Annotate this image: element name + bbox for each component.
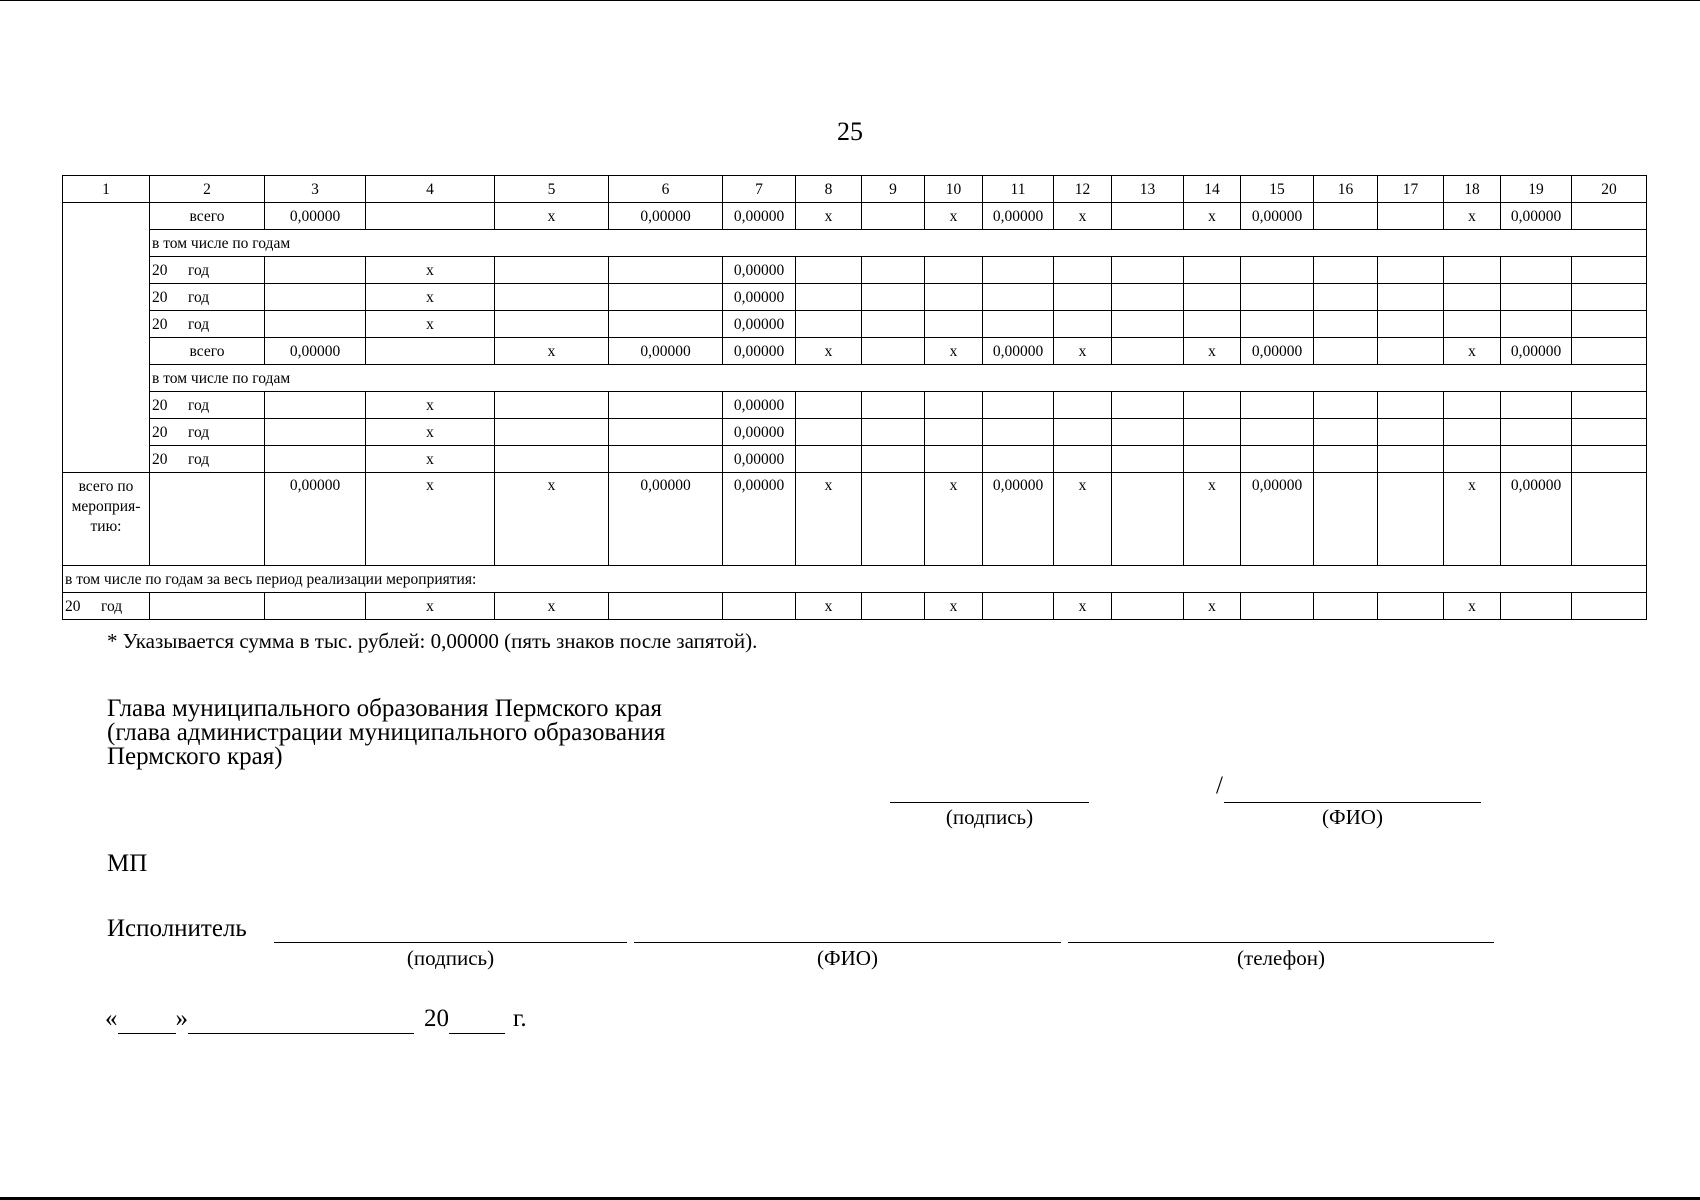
cell-empty — [1112, 392, 1184, 419]
cell-empty — [862, 392, 925, 419]
cell-value: 0,00000 — [609, 473, 723, 566]
col-header: 14 — [1184, 176, 1241, 203]
cell-empty — [1378, 203, 1444, 230]
cell-empty — [265, 284, 366, 311]
year-row — [63, 311, 1647, 338]
cell-empty — [1501, 311, 1572, 338]
cell-empty — [1378, 593, 1444, 620]
cell-empty — [1314, 338, 1378, 365]
executor-label: Исполнитель — [107, 915, 247, 942]
month-blank — [188, 1005, 414, 1034]
cell-empty — [150, 473, 265, 566]
cell-empty — [609, 284, 723, 311]
cell-x: x — [366, 257, 495, 284]
cell-empty — [609, 392, 723, 419]
cell-empty — [1572, 593, 1647, 620]
year-cell — [150, 311, 265, 338]
cell-x: x — [495, 593, 609, 620]
cell-empty — [862, 284, 925, 311]
period-note: в том числе по годам за весь период реализации мероприятия: — [63, 566, 1647, 593]
cell-empty — [1378, 338, 1444, 365]
footnote: * Указывается сумма в тыс. рублей: 0,00000 (пять знаков после запятой). — [107, 629, 758, 653]
cell-empty — [1501, 284, 1572, 311]
year-cell — [150, 257, 265, 284]
cell-empty — [1444, 446, 1501, 473]
cell-value: 0,00000 — [723, 446, 796, 473]
cell-empty — [495, 284, 609, 311]
head-title — [107, 697, 867, 769]
cell-empty — [366, 203, 495, 230]
fio-slash: / — [1216, 772, 1223, 799]
cell-empty — [609, 257, 723, 284]
cell-empty — [796, 257, 862, 284]
cell-empty — [1501, 392, 1572, 419]
cell-empty — [983, 419, 1054, 446]
cell-empty — [862, 593, 925, 620]
cell-empty — [1112, 284, 1184, 311]
cell-empty — [1241, 392, 1314, 419]
cell-empty — [265, 311, 366, 338]
cell-empty — [983, 257, 1054, 284]
cell-empty — [983, 446, 1054, 473]
merged-cell — [63, 203, 150, 473]
cell-empty — [1378, 392, 1444, 419]
cell-empty — [609, 419, 723, 446]
executor-fio-line — [634, 942, 1061, 943]
cell-empty — [1184, 257, 1241, 284]
year-word: год — [188, 288, 210, 306]
year-prefix: 20 — [152, 423, 168, 441]
cell-empty — [495, 446, 609, 473]
cell-empty — [796, 311, 862, 338]
cell-value: 0,00000 — [609, 203, 723, 230]
cell-empty — [265, 446, 366, 473]
cell-value: 0,00000 — [983, 473, 1054, 566]
cell-x: x — [495, 338, 609, 365]
cell-empty — [1314, 593, 1378, 620]
cell-empty — [925, 284, 983, 311]
cell-x: x — [366, 593, 495, 620]
cell-empty — [1378, 446, 1444, 473]
cell-empty — [1572, 284, 1647, 311]
cell-x: x — [925, 338, 983, 365]
cell-value: 0,00000 — [1241, 338, 1314, 365]
date-open-quote: « — [105, 1005, 118, 1032]
cell-empty — [862, 446, 925, 473]
by-years-row — [63, 365, 1647, 392]
year-word: год — [101, 597, 123, 615]
col-header: 17 — [1378, 176, 1444, 203]
date-close-quote: » — [175, 1005, 188, 1032]
year-suffix: г. — [513, 1005, 527, 1032]
cell-empty — [1184, 446, 1241, 473]
cell-empty — [1054, 311, 1112, 338]
head-line: (глава администрации муниципального образования — [107, 719, 666, 746]
cell-empty — [1112, 473, 1184, 566]
cell-empty — [796, 446, 862, 473]
col-header: 8 — [796, 176, 862, 203]
cell-empty — [1112, 419, 1184, 446]
col-header: 13 — [1112, 176, 1184, 203]
cell-x: x — [1444, 593, 1501, 620]
cell-empty — [1112, 446, 1184, 473]
cell-empty — [723, 593, 796, 620]
cell-empty — [1314, 392, 1378, 419]
total-label: всего — [150, 338, 265, 365]
cell-empty — [1378, 257, 1444, 284]
cell-empty — [1054, 257, 1112, 284]
stamp-label: МП — [107, 850, 148, 877]
cell-empty — [495, 257, 609, 284]
cell-empty — [1572, 203, 1647, 230]
cell-empty — [1314, 257, 1378, 284]
col-header: 18 — [1444, 176, 1501, 203]
total-label: всего — [150, 203, 265, 230]
cell-x: x — [796, 338, 862, 365]
by-years-label: в том числе по годам — [150, 230, 1647, 257]
cell-empty — [265, 392, 366, 419]
cell-empty — [1241, 284, 1314, 311]
executor-signature-line — [274, 942, 627, 943]
executor-signature-caption: (подпись) — [406, 946, 495, 970]
cell-empty — [1378, 311, 1444, 338]
cell-empty — [1241, 593, 1314, 620]
cell-empty — [265, 593, 366, 620]
col-header: 9 — [862, 176, 925, 203]
cell-empty — [609, 311, 723, 338]
col-header: 7 — [723, 176, 796, 203]
year-word: год — [188, 396, 210, 414]
cell-empty — [1054, 284, 1112, 311]
cell-value: 0,00000 — [723, 257, 796, 284]
year-word: год — [188, 261, 210, 279]
cell-empty — [1378, 419, 1444, 446]
day-blank — [118, 1005, 176, 1034]
col-header: 4 — [366, 176, 495, 203]
cell-empty — [1572, 392, 1647, 419]
cell-x: x — [1444, 203, 1501, 230]
cell-empty — [1314, 419, 1378, 446]
cell-empty — [925, 392, 983, 419]
cell-x: x — [366, 284, 495, 311]
cell-empty — [1444, 419, 1501, 446]
year-prefix: 20 — [152, 288, 168, 306]
year-cell — [150, 284, 265, 311]
total-row — [63, 338, 1647, 365]
period-note-row — [63, 566, 1647, 593]
cell-empty — [1241, 257, 1314, 284]
year-word: год — [188, 315, 210, 333]
cell-x: x — [1184, 203, 1241, 230]
cell-x: x — [366, 446, 495, 473]
col-header: 2 — [150, 176, 265, 203]
cell-empty — [983, 311, 1054, 338]
cell-value: 0,00000 — [723, 311, 796, 338]
cell-empty — [925, 419, 983, 446]
cell-empty — [150, 593, 265, 620]
cell-x: x — [366, 419, 495, 446]
cell-empty — [1501, 593, 1572, 620]
col-header: 3 — [265, 176, 366, 203]
cell-value: 0,00000 — [265, 203, 366, 230]
year-cell — [150, 446, 265, 473]
year-word: год — [188, 450, 210, 468]
cell-empty — [862, 203, 925, 230]
cell-empty — [796, 284, 862, 311]
cell-empty — [796, 392, 862, 419]
head-line: Пермского края) — [107, 743, 283, 770]
cell-x: x — [495, 473, 609, 566]
cell-empty — [1112, 257, 1184, 284]
cell-empty — [1314, 284, 1378, 311]
measure-total-label: всего по мероприя-тию: — [63, 473, 150, 566]
cell-empty — [1444, 257, 1501, 284]
cell-empty — [366, 338, 495, 365]
head-line: Глава муниципального образования Пермского края — [107, 695, 662, 722]
cell-empty — [983, 284, 1054, 311]
cell-empty — [1184, 311, 1241, 338]
cell-value: 0,00000 — [723, 419, 796, 446]
cell-empty — [1572, 419, 1647, 446]
cell-x: x — [1184, 593, 1241, 620]
measure-total-row — [63, 473, 1647, 566]
executor-phone-line — [1068, 942, 1494, 943]
page-number: 25 — [837, 117, 863, 146]
cell-empty — [796, 419, 862, 446]
budget-table — [62, 175, 1647, 620]
cell-empty — [1054, 419, 1112, 446]
cell-empty — [495, 311, 609, 338]
cell-empty — [1054, 446, 1112, 473]
year-cell — [150, 392, 265, 419]
executor-fio-caption: (ФИО) — [817, 946, 878, 970]
cell-x: x — [366, 392, 495, 419]
cell-value: 0,00000 — [1501, 473, 1572, 566]
cell-x: x — [796, 203, 862, 230]
cell-empty — [265, 419, 366, 446]
cell-empty — [1054, 392, 1112, 419]
cell-value: 0,00000 — [609, 338, 723, 365]
cell-empty — [1572, 338, 1647, 365]
year-row — [63, 392, 1647, 419]
col-header: 6 — [609, 176, 723, 203]
year-prefix: 20 — [424, 1005, 449, 1032]
year-prefix: 20 — [65, 597, 81, 615]
cell-value: 0,00000 — [1241, 203, 1314, 230]
cell-value: 0,00000 — [265, 338, 366, 365]
col-header: 20 — [1572, 176, 1647, 203]
year-prefix: 20 — [152, 315, 168, 333]
page-border-top — [0, 0, 1700, 1]
cell-empty — [1112, 338, 1184, 365]
year-row — [63, 419, 1647, 446]
cell-value: 0,00000 — [983, 203, 1054, 230]
cell-value: 0,00000 — [265, 473, 366, 566]
cell-x: x — [796, 593, 862, 620]
cell-empty — [1572, 311, 1647, 338]
cell-x: x — [1054, 338, 1112, 365]
year-row — [63, 257, 1647, 284]
cell-empty — [862, 473, 925, 566]
cell-empty — [1501, 419, 1572, 446]
cell-x: x — [796, 473, 862, 566]
cell-empty — [862, 419, 925, 446]
cell-empty — [495, 419, 609, 446]
cell-x: x — [1444, 473, 1501, 566]
cell-empty — [1112, 593, 1184, 620]
cell-value: 0,00000 — [723, 338, 796, 365]
cell-x: x — [1184, 338, 1241, 365]
cell-x: x — [925, 203, 983, 230]
col-header: 10 — [925, 176, 983, 203]
head-signature-line — [890, 802, 1089, 803]
cell-x: x — [1054, 203, 1112, 230]
year-prefix: 20 — [152, 450, 168, 468]
cell-empty — [925, 311, 983, 338]
cell-empty — [1378, 473, 1444, 566]
cell-empty — [1501, 257, 1572, 284]
cell-x: x — [1054, 593, 1112, 620]
executor-phone-caption: (телефон) — [1237, 946, 1325, 970]
cell-empty — [1314, 446, 1378, 473]
cell-empty — [1444, 284, 1501, 311]
col-header: 1 — [63, 176, 150, 203]
cell-empty — [1241, 419, 1314, 446]
cell-value: 0,00000 — [1241, 473, 1314, 566]
cell-x: x — [1184, 473, 1241, 566]
year-prefix: 20 — [152, 261, 168, 279]
cell-empty — [862, 311, 925, 338]
cell-empty — [925, 257, 983, 284]
col-header: 12 — [1054, 176, 1112, 203]
col-header: 19 — [1501, 176, 1572, 203]
total-row — [63, 203, 1647, 230]
cell-empty — [1314, 203, 1378, 230]
cell-empty — [1112, 311, 1184, 338]
cell-empty — [1314, 311, 1378, 338]
head-fio-line — [1224, 802, 1481, 803]
cell-empty — [1572, 473, 1647, 566]
cell-empty — [1184, 392, 1241, 419]
col-header: 11 — [983, 176, 1054, 203]
head-fio-caption: (ФИО) — [1322, 805, 1383, 829]
cell-x: x — [925, 473, 983, 566]
final-year-row — [63, 593, 1647, 620]
by-years-row — [63, 230, 1647, 257]
cell-x: x — [1054, 473, 1112, 566]
cell-empty — [862, 338, 925, 365]
year-row — [63, 446, 1647, 473]
cell-value: 0,00000 — [723, 284, 796, 311]
col-header: 15 — [1241, 176, 1314, 203]
cell-empty — [1444, 311, 1501, 338]
cell-empty — [1444, 392, 1501, 419]
cell-value: 0,00000 — [723, 392, 796, 419]
cell-empty — [925, 446, 983, 473]
cell-empty — [1501, 446, 1572, 473]
cell-empty — [1378, 284, 1444, 311]
header-row — [63, 176, 1647, 203]
cell-value: 0,00000 — [723, 203, 796, 230]
cell-empty — [1112, 203, 1184, 230]
cell-empty — [862, 257, 925, 284]
cell-x: x — [495, 203, 609, 230]
cell-empty — [1241, 446, 1314, 473]
cell-value: 0,00000 — [723, 473, 796, 566]
col-header: 16 — [1314, 176, 1378, 203]
cell-empty — [609, 593, 723, 620]
cell-empty — [1572, 446, 1647, 473]
cell-empty — [1314, 473, 1378, 566]
col-header: 5 — [495, 176, 609, 203]
year-word: год — [188, 423, 210, 441]
year-prefix: 20 — [152, 396, 168, 414]
year-cell — [63, 593, 150, 620]
cell-x: x — [1444, 338, 1501, 365]
cell-value: 0,00000 — [1501, 203, 1572, 230]
cell-empty — [1184, 419, 1241, 446]
cell-value: 0,00000 — [983, 338, 1054, 365]
cell-empty — [609, 446, 723, 473]
cell-empty — [1241, 311, 1314, 338]
cell-empty — [265, 257, 366, 284]
cell-x: x — [925, 593, 983, 620]
by-years-label: в том числе по годам — [150, 365, 1647, 392]
year-row — [63, 284, 1647, 311]
date-line — [105, 1005, 527, 1034]
cell-empty — [495, 392, 609, 419]
cell-x: x — [366, 311, 495, 338]
head-signature-caption: (подпись) — [945, 805, 1034, 829]
cell-empty — [1572, 257, 1647, 284]
cell-x: x — [366, 473, 495, 566]
year-cell — [150, 419, 265, 446]
cell-value: 0,00000 — [1501, 338, 1572, 365]
cell-empty — [1184, 284, 1241, 311]
cell-empty — [983, 392, 1054, 419]
year-blank — [449, 1005, 505, 1034]
cell-empty — [983, 593, 1054, 620]
